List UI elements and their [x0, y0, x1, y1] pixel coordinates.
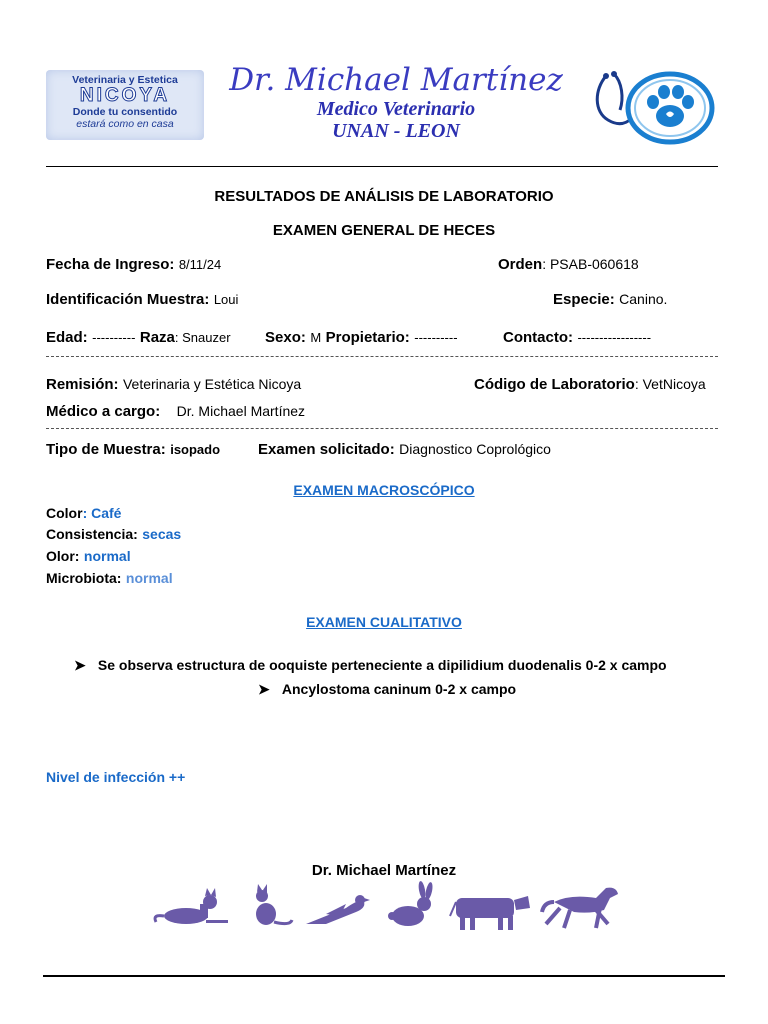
consistencia-row — [46, 526, 181, 544]
finding-item — [258, 681, 516, 698]
color-value: : Café — [82, 505, 122, 521]
microbiota-value: normal — [125, 570, 173, 586]
report-subtitle: EXAMEN GENERAL DE HECES — [272, 222, 496, 239]
edad-label: Edad: — [46, 329, 88, 346]
examen-solicitado-value: Diagnostico Coprológico — [399, 441, 551, 457]
contacto-label: Contacto: — [503, 329, 573, 346]
edad-value: ---------- — [92, 330, 136, 345]
especie-row — [553, 291, 667, 309]
horse-icon — [542, 888, 618, 928]
codigo-laboratorio-row — [474, 376, 706, 394]
identificacion-value: Loui — [213, 292, 239, 307]
logo-line-3: Donde tu consentido — [72, 106, 178, 118]
signature-name: Dr. Michael Martínez — [311, 862, 457, 879]
tipo-muestra-value: isopado — [170, 442, 221, 457]
report-title: RESULTADOS DE ANÁLISIS DE LABORATORIO — [214, 188, 554, 205]
raza-value: : Snauzer — [174, 330, 231, 345]
codigo-laboratorio-label: Código de Laboratorio — [474, 376, 635, 393]
clinic-logo — [46, 70, 204, 140]
orden-row — [498, 256, 639, 274]
arrow-bullet-icon: ➤ — [74, 657, 86, 673]
color-label: Color — [46, 505, 83, 521]
especie-value: Canino. — [619, 291, 668, 307]
letterhead-doctor-name: Dr. Michael Martínez — [229, 62, 563, 98]
microbiota-label: Microbiota: — [46, 570, 122, 586]
identificacion-label: Identificación Muestra: — [46, 291, 210, 308]
fecha-ingreso-value: 8/11/24 — [178, 257, 222, 272]
medico-row — [46, 403, 305, 421]
medico-value: Dr. Michael Martínez — [176, 403, 306, 419]
fecha-ingreso-label: Fecha de Ingreso: — [46, 256, 175, 273]
propietario-value: ---------- — [414, 330, 458, 345]
examen-solicitado-label: Examen solicitado: — [258, 441, 395, 458]
logo-line-2: NICOYA — [79, 85, 171, 106]
header-divider — [46, 166, 718, 167]
tipo-muestra-label: Tipo de Muestra: — [46, 441, 166, 458]
logo-line-1: Veterinaria y Estetica — [72, 74, 178, 86]
orden-label: Orden — [498, 256, 543, 273]
identificacion-row — [46, 291, 238, 309]
orden-value: : PSAB-060618 — [542, 256, 639, 272]
olor-value: normal — [83, 548, 131, 564]
sexo-value: M — [310, 330, 322, 345]
remision-row — [46, 376, 301, 394]
examen-solicitado-row — [258, 441, 551, 459]
fecha-ingreso-row — [46, 256, 221, 274]
sexo-label: Sexo: — [265, 329, 306, 346]
tipo-muestra-row — [46, 441, 220, 459]
remision-label: Remisión: — [46, 376, 119, 393]
cow-icon — [450, 896, 530, 930]
stethoscope-paw-icon — [592, 68, 718, 148]
medico-label: Médico a cargo: — [46, 403, 161, 420]
macroscopico-heading: EXAMEN MACROSCÓPICO — [293, 482, 475, 498]
finding-item — [74, 657, 667, 674]
finding-text: Ancylostoma caninum 0-2 x campo — [281, 681, 517, 697]
edad-raza-row — [46, 329, 231, 347]
color-row — [46, 505, 121, 523]
consistencia-label: Consistencia: — [46, 526, 138, 542]
section-divider-1 — [46, 356, 718, 357]
cat-lying-icon — [155, 888, 228, 924]
footer-divider — [43, 975, 725, 977]
contacto-row — [503, 329, 651, 347]
arrow-bullet-icon: ➤ — [258, 681, 270, 697]
letterhead-university: UNAN - LEON — [332, 120, 460, 142]
especie-label: Especie: — [553, 291, 615, 308]
microbiota-row — [46, 570, 173, 588]
section-divider-2 — [46, 428, 718, 429]
raza-label: Raza — [139, 329, 175, 346]
consistencia-value: secas — [142, 526, 182, 542]
cualitativo-heading: EXAMEN CUALITATIVO — [306, 614, 462, 630]
rabbit-icon — [388, 881, 434, 926]
letterhead-doctor-title: Medico Veterinario — [316, 98, 476, 120]
animal-silhouettes — [150, 880, 626, 932]
finding-text: Se observa estructura de ooquiste perteneciente a dipilidium duodenalis 0-2 x campo — [97, 657, 667, 673]
propietario-label: Propietario: — [325, 329, 410, 346]
contacto-value: ----------------- — [577, 330, 652, 345]
sexo-propietario-row — [265, 329, 458, 347]
cat-sitting-icon — [256, 884, 292, 925]
bird-icon — [306, 895, 370, 924]
remision-value: Veterinaria y Estética Nicoya — [122, 376, 302, 392]
olor-label: Olor: — [46, 548, 80, 564]
olor-row — [46, 548, 131, 566]
codigo-laboratorio-value: : VetNicoya — [634, 376, 706, 392]
logo-line-4: estará como en casa — [76, 118, 174, 130]
nivel-infeccion: Nivel de infección ++ — [46, 769, 186, 785]
